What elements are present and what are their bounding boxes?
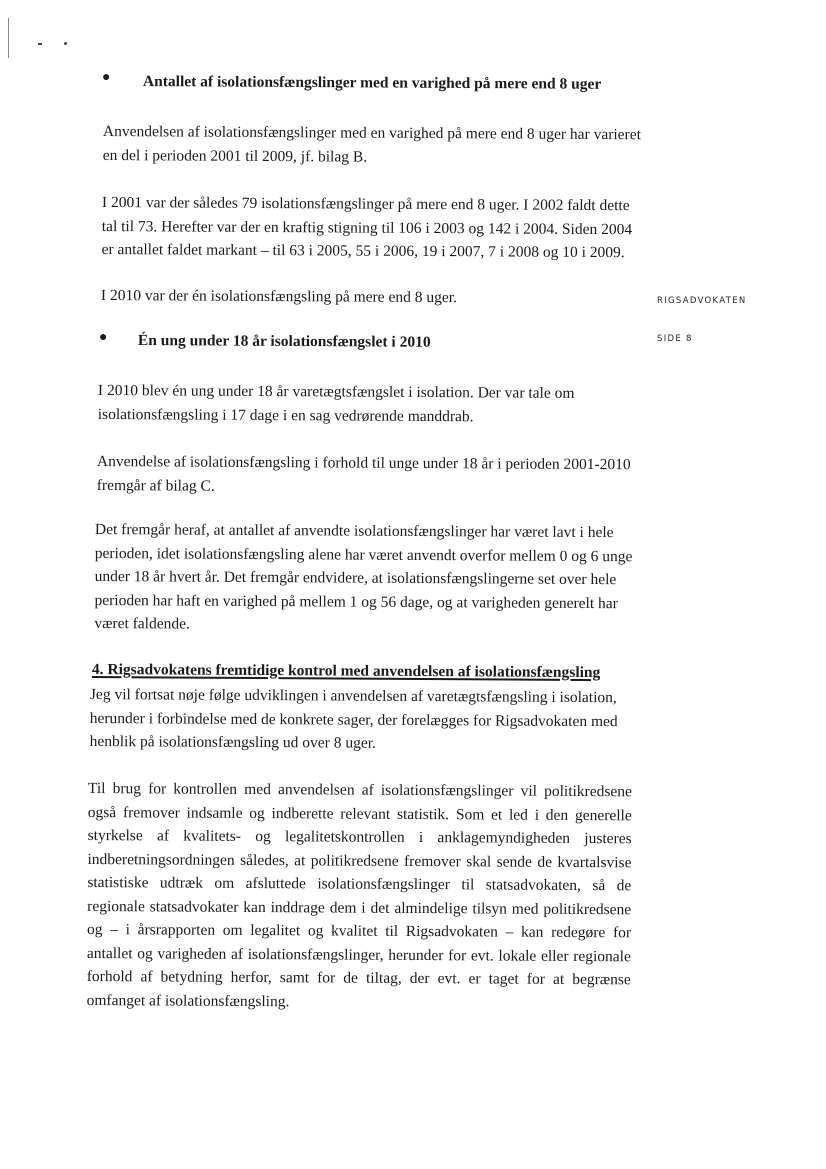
paragraph: I 2001 var der således 79 isolationsfængslinger på mere end 8 uger. I 2002 faldt dette tal til 73. Herefter var der en kraftig stigning til 106 i 2003 og 142 i 2004. Siden 2004 er antallet faldet markant – til 63 i 2005, 55 i 2006, 19 i 2007, 7 i 2008 og 10 i 2009. [101, 193, 633, 262]
paragraph: I 2010 blev én ung under 18 år varetægtsfængslet i isolation. Der var tale om isolationsfængsling i 17 dage i en sag vedrørende manddrab. [97, 381, 575, 425]
sidebar-page-label: SIDE 8 [657, 334, 693, 344]
paragraph: Jeg vil fortsat nøje følge udviklingen i anvendelsen af varetægtsfængsling i isolation, herunder i forbindelse med de konkrete sager, der forelægges for Rigsadvokaten med henblik på isolationsfængsling ud over 8 uger. [89, 685, 618, 752]
bullet-icon: ● [102, 70, 111, 85]
scan-artifact [64, 42, 67, 45]
paragraph: I 2010 var der én isolationsfængsling på mere end 8 uger. [100, 286, 457, 307]
paragraph: Til brug for kontrollen med anvendelsen af isolationsfængslinger vil politikredsene også fremover indsamle og indberette relevant statistik. Som et led i den generelle styrkelse af kvalitets- og legalitetskontrollen i anklagemyndigheden justeres indberetningsordningen således, at politikredsene fremover skal sende de kvartalsvise statistiske udtræk om afsluttede isolationsfængslinger til statsadvokaten, så de regionale statsadvokater kan inddrage dem i det almindelige tilsyn med politikredsene og – i årsrapporten om legalitet og kvalitet til Rigsadvokaten – kan redegøre for antallet og varigheden af isolationsfængslinger, herunder for evt. lokale eller regionale forhold af betydning herfor, samt for de tiltag, der evt. er taget for at begrænse omfanget af isolationsfængsling. [86, 779, 632, 1010]
scan-artifact [38, 43, 42, 45]
paragraph: Anvendelsen af isolationsfængslinger med en varighed på mere end 8 uger har varieret en del i perioden 2001 til 2009, jf. bilag B. [102, 122, 641, 166]
sidebar-org-label: RIGSADVOKATEN [657, 296, 747, 306]
paragraph: Det fremgår heraf, at antallet af anvendte isolationsfængslinger har været lavt i hele perioden, idet isolationsfængsling alene har været anvendt overfor mellem 0 og 6 unge under 18 år hvert år. Det fremgår endvidere, at isolationsfængslingerne set over hele perioden har haft en varighed på mellem 1 og 56 dage, og at varigheden generelt har været faldende. [94, 520, 633, 633]
paragraph: Anvendelse af isolationsfængsling i forhold til unge under 18 år i perioden 2001-2010 fremgår af bilag C. [96, 452, 631, 495]
section-4-heading: 4. Rigsadvokatens fremtidige kontrol med anvendelsen af isolationsfængsling [91, 661, 601, 682]
scan-artifact [8, 18, 9, 58]
section-heading-8weeks: Antallet af isolationsfængslinger med en varighed på mere end 8 uger [142, 73, 602, 93]
bullet-icon: ● [99, 330, 108, 345]
section-heading-under18: Én ung under 18 år isolationsfængslet i 2010 [137, 332, 431, 351]
